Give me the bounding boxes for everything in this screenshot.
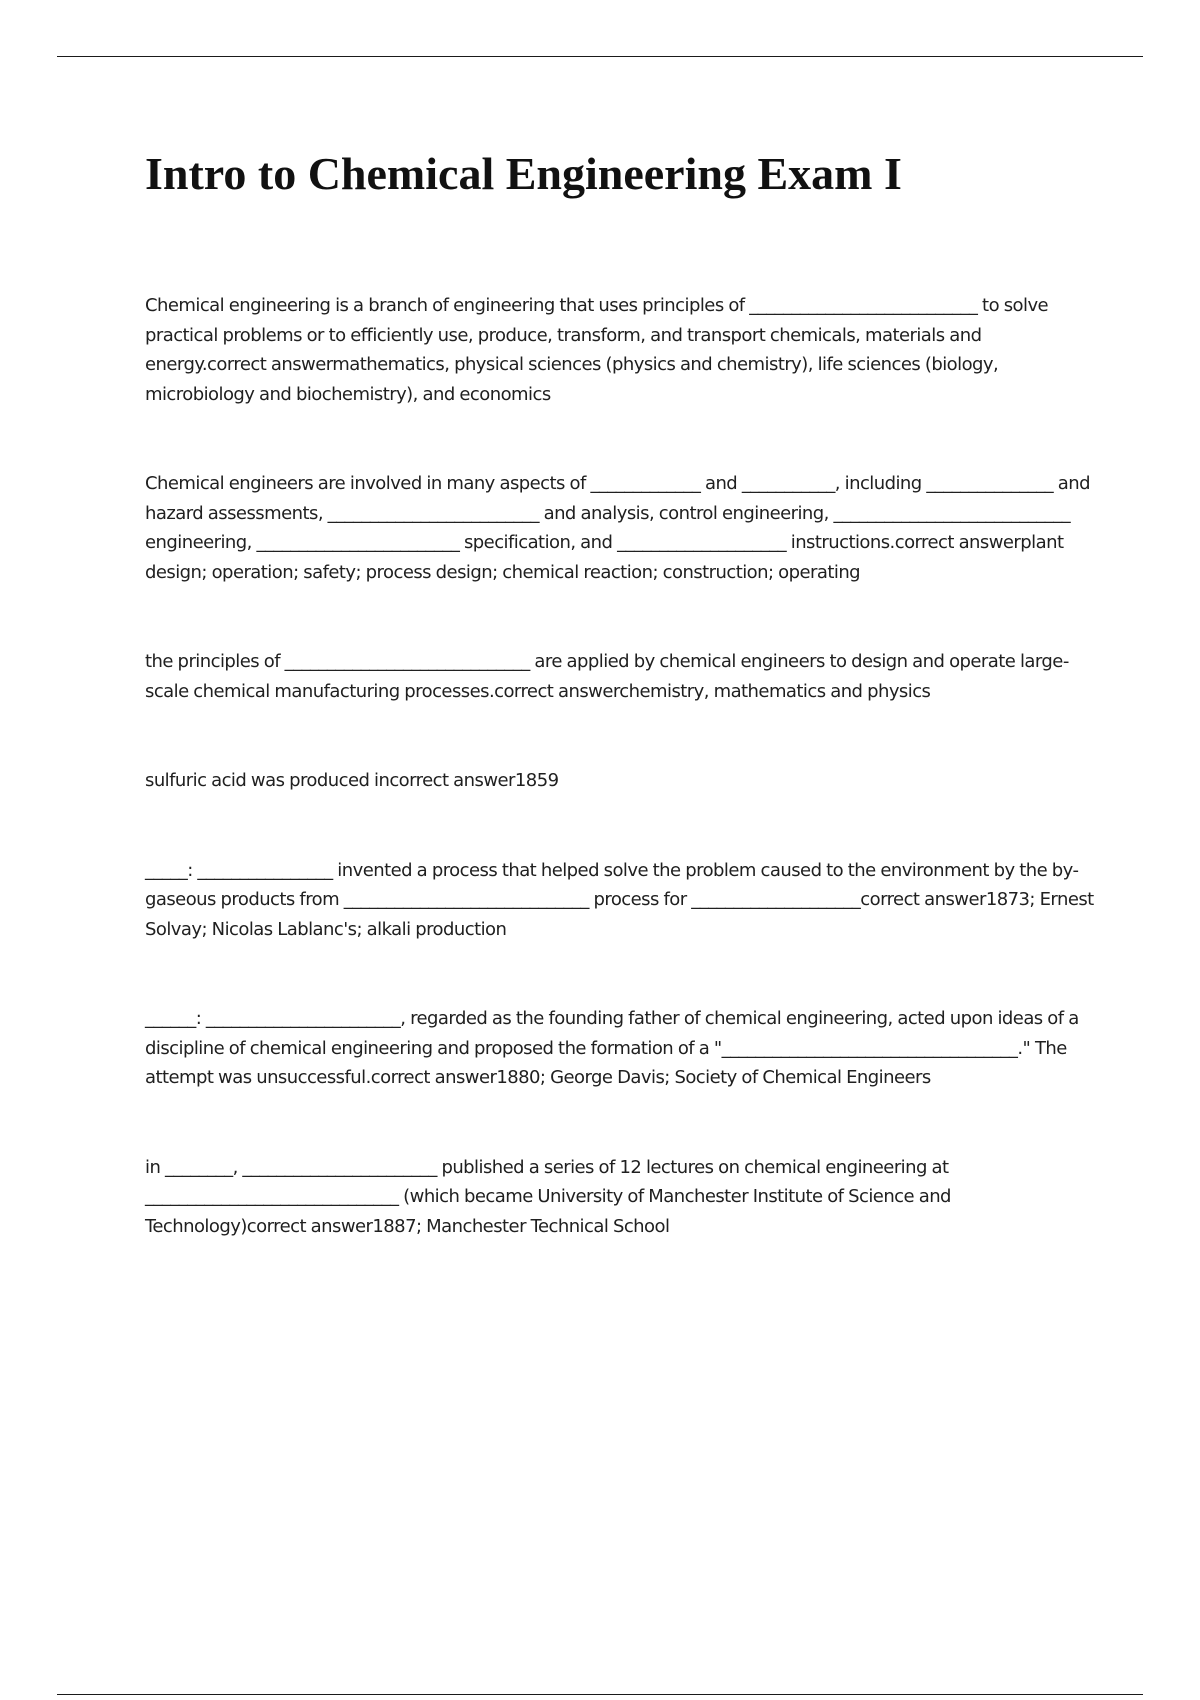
question-text: sulfuric acid was produced incorrect answer1859 <box>145 770 559 791</box>
question-text: ______: _______________________, regarded as the founding father of chemical engineering, acted upon ideas of a discipline of chemical engineering and proposed the formation of a "___________________________________." The attempt was unsuccessful.correct answer1880; George Davis; Society of Chemical Engineers <box>145 1008 1084 1088</box>
question-entry-7 <box>145 1153 1095 1242</box>
top-divider <box>57 56 1143 57</box>
question-entry-6 <box>145 1004 1095 1093</box>
question-entry-3 <box>145 647 1095 706</box>
question-text: Chemical engineers are involved in many aspects of _____________ and ___________, including _______________ and hazard assessments, _________________________ and analysis, control engineering, ____________________________ engineering, ________________________ specification, and ____________________ instructions.correct answerplant design; operation; safety; process design; chemical reaction; construction; operating <box>145 473 1095 583</box>
question-text: _____: ________________ invented a process that helped solve the problem caused to the environment by the by-gaseous products from _____________________________ process for ____________________correct answer1873; Ernest Solvay; Nicolas Lablanc's; alkali production <box>145 859 1099 940</box>
question-entry-4 <box>145 766 1095 796</box>
question-entry-5 <box>145 856 1099 945</box>
question-text: in ________, _______________________ published a series of 12 lectures on chemical engineering at ______________________________ (which became University of Manchester Institute of Science and Technology)correct answer1887; Manchester Technical School <box>145 1156 956 1237</box>
question-text: Chemical engineering is a branch of engineering that uses principles of ___________________________ to solve practical problems or to efficiently use, produce, transform, and transport chemicals, materials and energy.correct answermathematics, physical sciences (physics and chemistry), life sciences (biology, microbiology and biochemistry), and economics <box>145 295 1053 405</box>
bottom-divider <box>57 1694 1143 1695</box>
question-text: the principles of _____________________________ are applied by chemical engineers to design and operate large-scale chemical manufacturing processes.correct answerchemistry, mathematics and physics <box>145 651 1069 702</box>
question-entry-2 <box>145 469 1095 587</box>
question-entry-1 <box>145 291 1095 409</box>
page-title: Intro to Chemical Engineering Exam I <box>145 148 902 199</box>
question-list <box>145 291 1099 1301</box>
